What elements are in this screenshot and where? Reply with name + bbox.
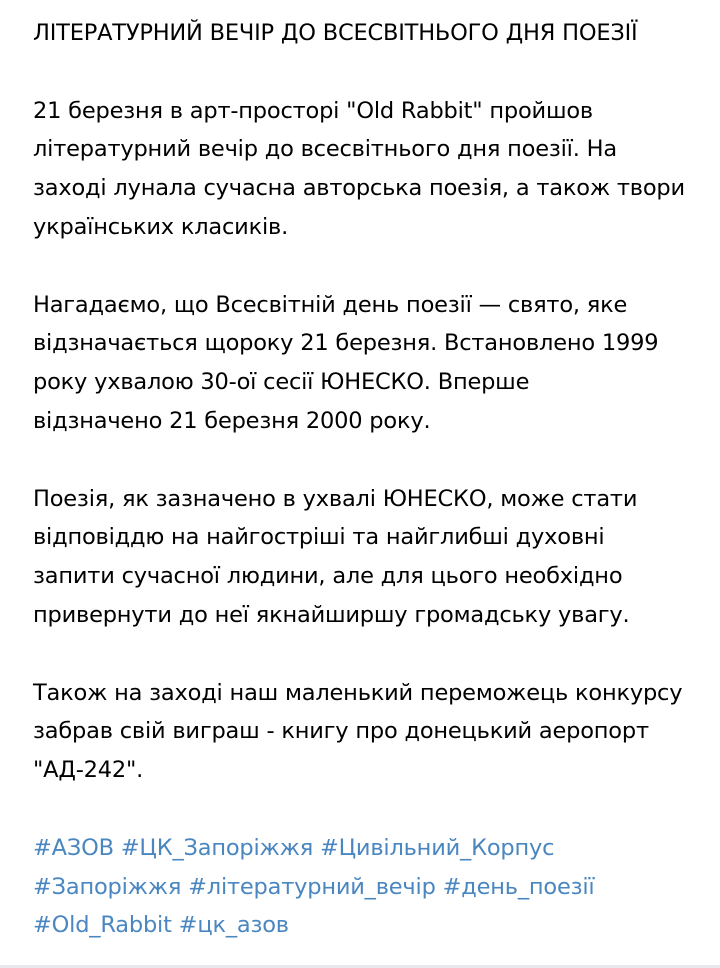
spacer [33,790,703,829]
hashtag-link[interactable]: #ЦК_Запоріжжя [120,834,314,861]
post-title: ЛІТЕРАТУРНИЙ ВЕЧІР ДО ВСЕСВІТНЬОГО ДНЯ ПОЕЗІЇ [33,20,638,46]
paragraph-poetry-day: Нагадаємо, що Всесвітній день поезії — свято, яке відзначається щороку 21 березня. Встановлено 1999 року ухвалою 30-ої сесії ЮНЕСКО. Вперше відзначено 21 березня 2000 року. [33,291,659,434]
hashtag-link[interactable]: #літературний_вечір [188,873,436,900]
paragraph-winner: Також на заході наш маленький переможець конкурсу забрав свій виграш - книгу про донецький аеропорт "АД-242". [33,679,683,784]
hashtag-link[interactable]: #АЗОВ [33,834,114,861]
hashtag-list [33,829,703,945]
hashtag-link[interactable]: #Цивільний_Корпус [319,834,555,861]
spacer [33,247,703,286]
paragraph-event: 21 березня в арт-просторі "Old Rabbit" пройшов літературний вечір до всесвітнього дня поезії. На заході лунала сучасна авторська поезія, а також твори українських класиків. [33,97,685,240]
hashtag-link[interactable]: #Запоріжжя [33,873,182,900]
hashtag-link[interactable]: #цк_азов [178,912,289,939]
spacer [33,441,703,480]
post-body [33,14,703,945]
spacer [33,635,703,674]
hashtag-link[interactable]: #Old_Rabbit [33,912,172,939]
spacer [33,53,703,92]
paragraph-unesco: Поезія, як зазначено в ухвалі ЮНЕСКО, може стати відповіддю на найгостріші та найглибші духовні запити сучасної людини, але для цього необхідно привернути до неї якнайширшу громадську увагу. [33,485,638,628]
hashtag-link[interactable]: #день_поезії [442,873,595,900]
